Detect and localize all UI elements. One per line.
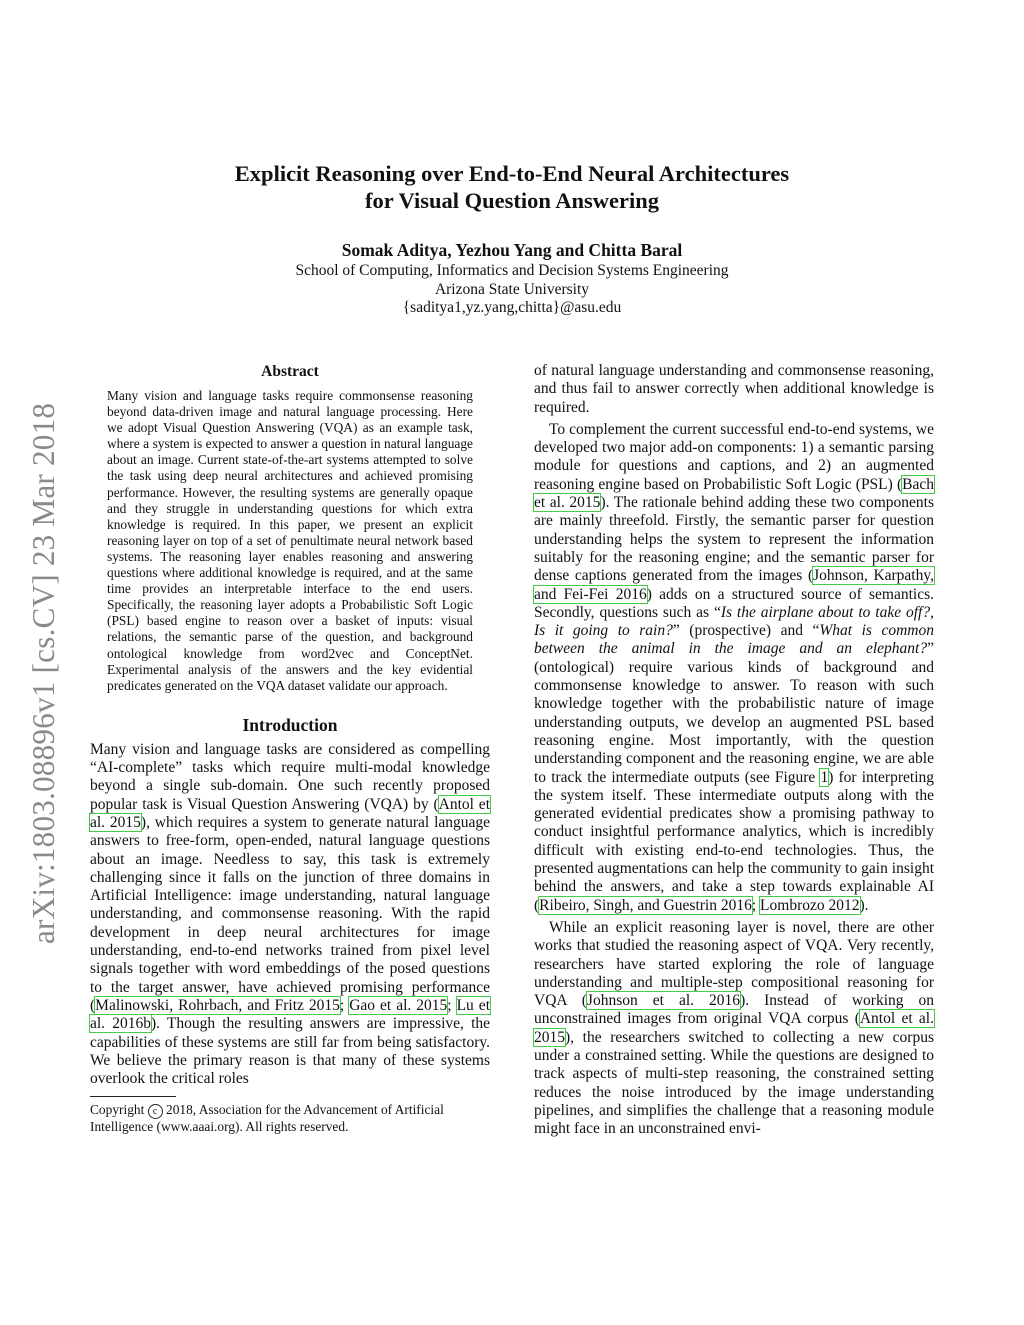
intro-paragraph-2: To complement the current successful end-to-end systems, we developed two major add-on components: 1) a semantic parsing module for questions and captions, and 2) an augmented reasoning engine based on Probabilistic Soft Logic (PSL) (Bach et al. 2015). The rationale behind adding these two components are mainly threefold. Firstly, the semantic parser for question understanding helps the system to represent the information suitably for the reasoning engine; and the semantic parser for dense captions generated from the images (Johnson, Karpathy, and Fei-Fei 2016) adds on a structured source of semantics. Secondly, questions such as “Is the airplane about to take off?, Is it going to rain?” (prospective) and “What is common between the animal in the image and an elephant?” (ontological) require various kinds of background and commonsense knowledge to answer. To reason with such knowledge together with the probabilistic nature of image understanding outputs, we develop an augmented PSL based reasoning engine. Most importantly, with the question understanding component and the reasoning engine, we are able to track the intermediate outputs (see Figure 1) for interpreting the system itself. These intermediate outputs along with the generated evidential predicates show a promising pathway to conduct insightful performance analytics, which is incredibly difficult with existing end-to-end technologies. Thus, the presented augmentations can help the community to gain insight behind the answers, and take a step towards explainable AI (Ribeiro, Singh, and Guestrin 2016; Lombrozo 2012). (534, 420, 935, 914)
citation-link[interactable]: Antol et al. 2015 (90, 795, 490, 831)
right-column (534, 362, 934, 1138)
example-question-prospective: Is the airplane about to take off?, Is it going to rain? (534, 603, 934, 640)
citation-link[interactable]: Johnson, Karpathy, and Fei-Fei 2016 (534, 567, 934, 603)
citation-link[interactable]: Antol et al. 2015 (534, 1010, 934, 1046)
citation-link[interactable]: Lombrozo 2012 (760, 896, 860, 914)
author-block (150, 238, 874, 318)
arxiv-identifier-stamp (20, 350, 68, 944)
intro-paragraph-1-continued: of natural language understanding and commonsense reasoning, and thus fail to answer correctly when additional knowledge is required. (534, 362, 934, 416)
citation-link[interactable]: Johnson et al. 2016 (586, 992, 741, 1010)
citation-link[interactable]: Gao et al. 2015 (349, 996, 448, 1014)
introduction-heading: Introduction (242, 714, 338, 735)
intro-paragraph-3: While an explicit reasoning layer is novel, there are other works that studied the reasoning aspect of VQA. Very recently, researchers have started exploring the role of language understanding and multiple-step compositional reasoning for VQA (Johnson et al. 2016). Instead of working on unconstrained images from original VQA corpus (Antol et al. 2015), the researchers switched to collecting a new corpus under a constrained setting. While the questions are designed to track aspects of multi-step reasoning, the constrained setting reduces the noise introduced by the image understanding pipelines, and simplifies the challenge that a reasoning module might face in an unconstrained envi- (534, 918, 935, 1138)
arxiv-identifier-text: arXiv:1803.08896v1 [cs.CV] 23 Mar 2018 (26, 402, 61, 944)
citation-link[interactable]: Lu et al. 2016b (90, 996, 490, 1033)
citation-link[interactable]: Ribeiro, Singh, and Guestrin 2016 (539, 896, 752, 914)
citation-link[interactable]: Malinowski, Rohrbach, and Fritz 2015 (95, 996, 340, 1014)
copyright-footnote: Copyright c 2018, Association for the Advancement of Artificial Intelligence (www.aaai.org). All rights reserved. (90, 1102, 444, 1135)
left-column (90, 362, 490, 1136)
affiliation-university: Arizona State University (434, 280, 590, 298)
copyright-icon: c (148, 1104, 163, 1119)
figure-reference-link[interactable]: 1 (820, 768, 829, 786)
paper-title (150, 160, 874, 214)
author-names: Somak Aditya, Yezhou Yang and Chitta Baral (341, 240, 683, 260)
footnote-divider (90, 1096, 176, 1097)
author-emails: {saditya1,yz.yang,chitta}@asu.edu (402, 299, 622, 316)
citation-link[interactable]: Bach et al. 2015 (534, 475, 934, 512)
example-question-ontological: What is common between the animal in the image and an elephant? (534, 622, 935, 658)
title-line-2: for Visual Question Answering (364, 188, 659, 213)
title-line-1: Explicit Reasoning over End-to-End Neural Architectures (234, 161, 790, 186)
affiliation-school: School of Computing, Informatics and Decision Systems Engineering (295, 262, 729, 279)
abstract-text: Many vision and language tasks require commonsense reasoning beyond data-driven image and natural language processing. Here we adopt Visual Question Answering (VQA) as an example task, where a system is expected to answer a question in natural language about an image. Current state-of-the-art systems attempted to solve the task using deep neural architectures and achieved promising performance. However, the resulting systems are generally opaque and they struggle in understanding questions for which extra knowledge is required. In this paper, we present an explicit reasoning layer on top of a set of penultimate neural network based systems. The reasoning layer enables reasoning and answering questions where additional knowledge is required, and at the same time provides an interpretable interface to the end users. Specifically, the reasoning layer adopts a Probabilistic Soft Logic (PSL) based engine to reason over a basket of inputs: visual relations, the semantic parse of the question, and background ontological knowledge from word2vec and ConceptNet. Experimental analysis of the answers and the key evidential predicates generated on the VQA dataset validate our approach. (107, 388, 473, 693)
abstract-heading: Abstract (261, 363, 319, 380)
intro-paragraph-1: Many vision and language tasks are considered as compelling “AI-complete” tasks which require multi-modal knowledge beyond a single sub-domain. One such recently proposed popular task is Visual Question Answering (VQA) by (Antol et al. 2015), which requires a system to generate natural language answers to free-form, open-ended, natural language questions about an image. Needless to say, this task is extremely challenging since it falls on the junction of three domains in Artificial Intelligence: image understanding, natural language understanding, and commonsense reasoning. With the rapid development in deep neural architectures for image understanding, end-to-end networks trained from pixel level signals together with word embeddings of the posed questions to the target answer, have achieved promising performance (Malinowski, Rohrbach, and Fritz 2015; Gao et al. 2015; Lu et al. 2016b). Though the resulting answers are impressive, the capabilities of these systems are still far from being satisfactory. We believe the primary reason is that many of these systems overlook the critical roles (90, 740, 491, 1088)
